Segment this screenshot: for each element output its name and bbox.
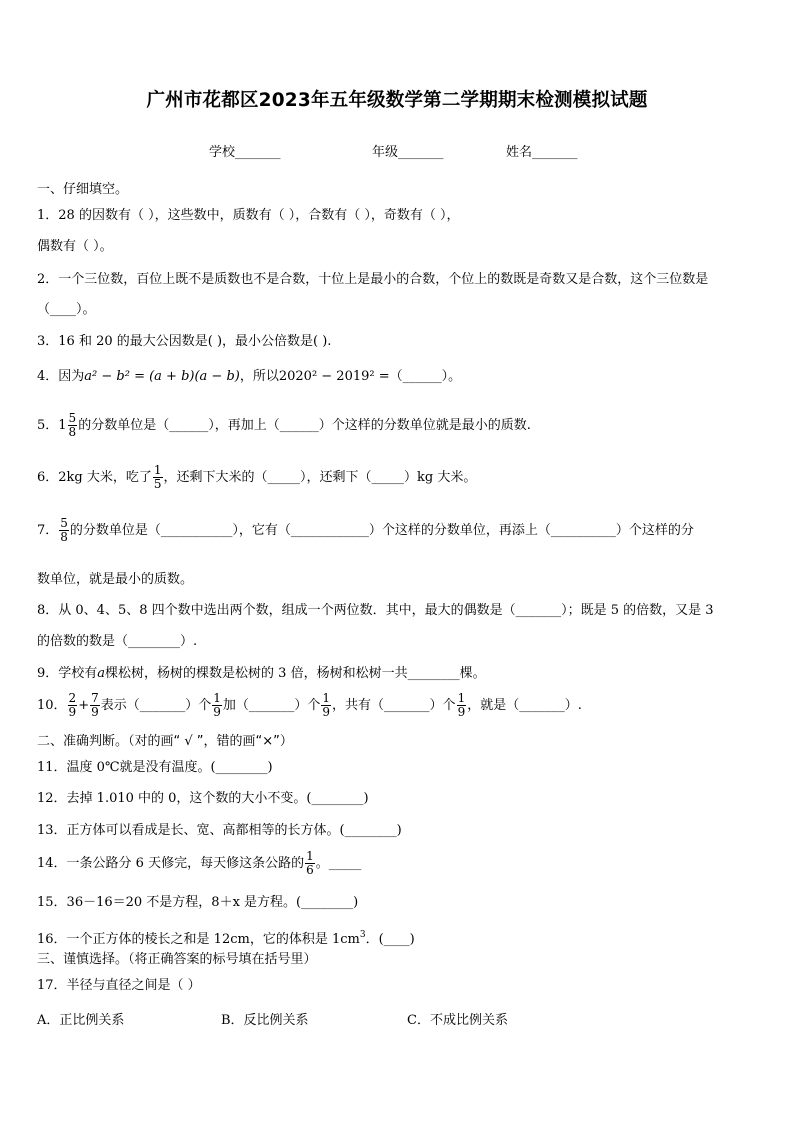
q4-answer-blank: （______）。 <box>389 369 462 384</box>
q10-f4-numerator: 1 <box>322 691 331 705</box>
q4-middle: ，所以 <box>239 369 279 384</box>
grade-field: 年级_______ <box>372 145 444 160</box>
q5-denominator: 8 <box>68 425 77 439</box>
school-field: 学校_______ <box>209 145 281 160</box>
question-13: 13．正方体可以看成是长、宽、高都相等的长方体。(________) <box>37 823 402 838</box>
question-1-line-2: 偶数有（ ）。 <box>37 239 113 254</box>
q4-prefix: 4．因为 <box>37 369 85 384</box>
question-14 <box>37 850 756 877</box>
q10-text-1: 表示（_______）个 <box>100 698 212 713</box>
q10-text-4: ，就是（_______）. <box>467 698 582 713</box>
q6-denominator: 5 <box>153 477 162 491</box>
q10-f5-denominator: 9 <box>457 705 466 719</box>
q10-fraction-5 <box>457 692 467 719</box>
section-heading-1: 一、仔细填空。 <box>37 182 129 197</box>
q7-text: 的分数单位是（___________），它有（____________）个这样的分数单位，再添上（__________）个这样的分 <box>69 523 694 538</box>
q17-option-b: B．反比例关系 <box>221 1013 309 1028</box>
q6-numerator: 1 <box>153 463 162 477</box>
q16-prefix: 16．一个正方体的棱长之和是 12cm，它的体积是 1cm <box>37 932 360 947</box>
question-9 <box>37 665 756 683</box>
q10-fraction-3 <box>212 692 222 719</box>
q4-expression: 2020² − 2019² = <box>278 369 390 384</box>
q7-numerator: 5 <box>60 516 68 530</box>
page-title: 广州市花都区2023年五年级数学第二学期期末检测模拟试题 <box>146 90 648 111</box>
question-4 <box>37 368 756 386</box>
question-3: 3．16 和 20 的最大公因数是( )，最小公倍数是( ). <box>37 334 332 349</box>
question-11: 11．温度 0℃就是没有温度。(________) <box>37 760 273 775</box>
q7-fraction <box>59 517 69 544</box>
q17-option-a: A．正比例关系 <box>37 1013 125 1028</box>
q5-numerator: 5 <box>68 411 77 425</box>
question-17: 17．半径与直径之间是（ ） <box>37 978 201 993</box>
section-heading-3: 三、谨慎选择。（将正确答案的标号填在括号里） <box>37 952 317 967</box>
question-5 <box>37 412 756 439</box>
q10-f2-numerator: 7 <box>91 691 99 705</box>
q10-text-3: ，共有（_______）个 <box>332 698 456 713</box>
q10-fraction-2 <box>90 692 100 719</box>
q14-denominator: 6 <box>306 863 314 877</box>
question-8-line-2: 的倍数的数是（________）. <box>37 634 198 649</box>
q10-f3-numerator: 1 <box>213 691 221 705</box>
question-7-line-1 <box>37 517 756 544</box>
q9-prefix: 9．学校有 <box>37 666 98 681</box>
q14-numerator: 1 <box>306 849 314 863</box>
q10-f3-denominator: 9 <box>213 705 221 719</box>
q10-label: 10． <box>37 698 67 713</box>
q10-f4-denominator: 9 <box>322 705 331 719</box>
q10-fraction-4 <box>321 692 331 719</box>
question-10 <box>37 692 756 719</box>
q7-denominator: 8 <box>60 530 68 544</box>
q7-prefix: 7． <box>37 523 59 538</box>
q16-superscript: 3 <box>359 930 366 940</box>
q5-fraction <box>68 412 78 439</box>
q5-prefix: 5．1 <box>37 418 67 433</box>
question-2-line-2: （____）。 <box>37 302 96 317</box>
question-15: 15．36－16＝20 不是方程，8＋x 是方程。(________) <box>37 895 359 910</box>
question-16 <box>37 926 756 949</box>
question-12: 12．去掉 1.010 中的 0，这个数的大小不变。(________) <box>37 791 369 806</box>
q4-formula: a² − b² = (a + b)(a − b) <box>84 369 240 384</box>
q16-text: ．(____) <box>365 932 415 947</box>
q10-fraction-1 <box>68 692 78 719</box>
question-6 <box>37 464 756 491</box>
q14-prefix: 14．一条公路分 6 天修完，每天修这条公路的 <box>37 856 305 871</box>
question-1-line-1: 1．28 的因数有（ ），这些数中，质数有（ ），合数有（ ），奇数有（ ）， <box>37 208 460 223</box>
q17-option-c: C．不成比例关系 <box>407 1013 508 1028</box>
q10-f1-denominator: 9 <box>68 705 77 719</box>
question-2-line-1: 2．一个三位数，百位上既不是质数也不是合数，十位上是最小的合数，个位上的数既是奇数又是合数，这个三位数是 <box>37 272 709 287</box>
q9-text: 棵松树，杨树的棵数是松树的 3 倍，杨树和松树一共________棵。 <box>105 666 486 681</box>
q14-fraction <box>305 850 315 877</box>
q6-prefix: 6．2kg 大米，吃了 <box>37 470 152 485</box>
q5-text: 的分数单位是（______），再加上（______）个这样的分数单位就是最小的质数. <box>78 418 531 433</box>
question-7-line-2: 数单位，就是最小的质数。 <box>37 572 194 587</box>
q6-text: ，还剩下大米的（_____），还剩下（_____）kg 大米。 <box>163 470 477 485</box>
q10-text-2: 加（_______）个 <box>222 698 321 713</box>
name-field: 姓名_______ <box>506 145 578 160</box>
q9-variable: a <box>97 666 106 681</box>
q10-f1-numerator: 2 <box>68 691 77 705</box>
q14-text: 。_____ <box>315 856 362 871</box>
q10-f5-numerator: 1 <box>457 691 466 705</box>
section-heading-2: 二、准确判断。（对的画“ √ ”，错的画“×”） <box>37 734 293 749</box>
q10-plus: + <box>78 698 90 713</box>
q10-f2-denominator: 9 <box>91 705 99 719</box>
question-8-line-1: 8．从 0、4、5、8 四个数中选出两个数，组成一个两位数．其中，最大的偶数是（_______）；既是 5 的倍数，又是 3 <box>37 603 714 618</box>
q6-fraction <box>153 464 163 491</box>
